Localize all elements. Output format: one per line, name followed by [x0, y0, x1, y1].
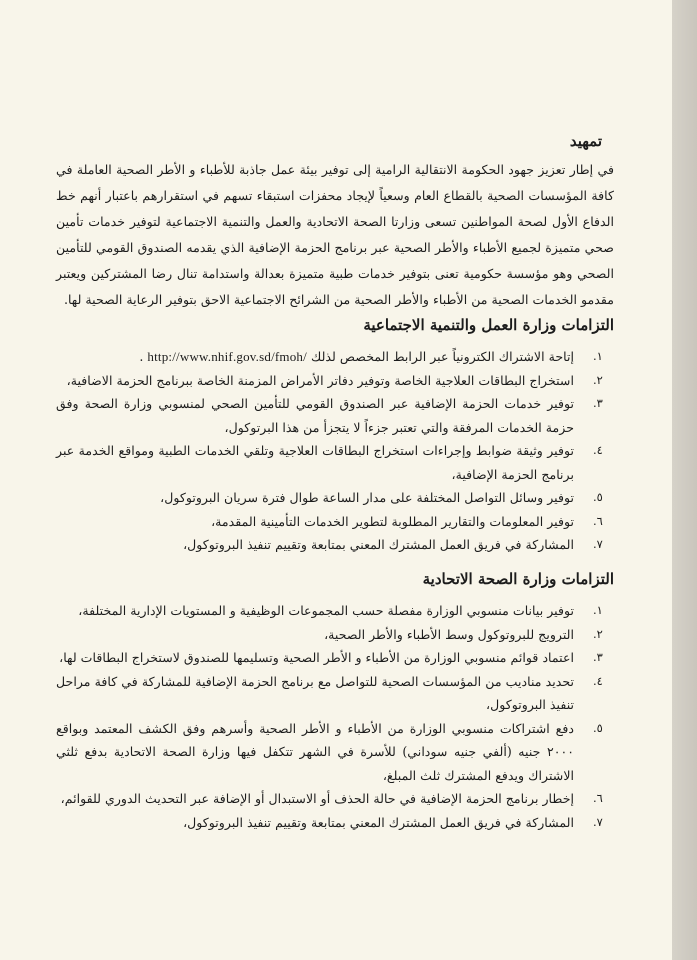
list-item — [56, 533, 614, 557]
item-text: توفير بيانات منسوبي الوزارة مفصلة حسب المجموعات الوظيفية و المستويات الإدارية المختلفة، — [78, 603, 574, 618]
subscription-link[interactable]: http://www.nhif.gov.sd/fmoh/ — [147, 349, 307, 364]
item-text: إخطار برنامج الحزمة الإضافية في حالة الحذف أو الاستبدال أو الإضافة عبر التحديث الدوري للقوائم، — [60, 791, 574, 806]
item-number: ٧. — [593, 537, 603, 551]
item-number: ٤. — [593, 443, 603, 457]
item-number: ٣. — [593, 650, 603, 664]
labor-ministry-obligations — [56, 345, 614, 557]
item-text: تحديد مناديب من المؤسسات الصحية للتواصل مع برنامج الحزمة الإضافية للمشاركة في كافة مراحل تنفيذ البروتوكول، — [56, 673, 574, 712]
item-text: المشاركة في فريق العمل المشترك المعني بمتابعة وتقييم تنفيذ البروتوكول، — [183, 537, 574, 552]
list-item — [56, 345, 614, 369]
item-number: ٤. — [593, 673, 603, 688]
list-item — [56, 439, 614, 486]
item-text: إتاحة الاشتراك الكترونياً عبر الرابط المخصص لذلك — [310, 349, 574, 364]
item-number: ٦. — [593, 791, 603, 805]
list-item — [56, 787, 614, 811]
item-text: توفير خدمات الحزمة الإضافية عبر الصندوق القومي للتأمين الصحي لمنسوبي وزارة الصحة وفق حزمة الخدمات المرفقة والتي تعتبر جزءاً لا يتجزأ من هذا البرتوكول، — [56, 396, 574, 435]
list-item — [56, 599, 614, 623]
item-number: ٧. — [593, 814, 603, 829]
item-number: ٥. — [593, 720, 603, 735]
item-number: ٣. — [593, 396, 603, 410]
item-text: استخراج البطاقات العلاجية الخاصة وتوفير دفاتر الأمراض المزمنة الخاصة ببرنامج الحزمة الاضافية، — [66, 372, 574, 388]
item-text: المشاركة في فريق العمل المشترك المعني بمتابعة وتقييم تنفيذ البروتوكول، — [183, 814, 574, 830]
list-item — [56, 369, 614, 393]
page-edge — [672, 0, 697, 960]
item-number: ٥. — [593, 490, 603, 504]
item-text: دفع اشتراكات منسوبي الوزارة من الأطباء و الأطر الصحية وأسرهم وفق الكشف المعتمد وبواقع ٢٠٠٠ جنيه (ألفي جنيه سوداني) للأسرة في الشهر تتكفل فيها وزارة الصحة الاتحادية بدفع ثلثي الاشتراك ويدفع المشترك ثلث المبلغ، — [56, 720, 574, 783]
list-item — [56, 717, 614, 788]
item-text: اعتماد قوائم منسوبي الوزارة من الأطباء و الأطر الصحية وتسليمها للصندوق لاستخراج البطاقات لها، — [59, 650, 574, 665]
item-tail: . — [139, 349, 144, 364]
item-number: ٢. — [593, 372, 603, 387]
section-heading-labor-ministry: التزامات وزارة العمل والتنمية الاجتماعية — [363, 316, 614, 334]
list-item — [56, 623, 614, 647]
list-item — [56, 811, 614, 835]
list-item — [56, 392, 614, 439]
list-item — [56, 646, 614, 670]
item-number: ٦. — [593, 513, 603, 528]
section-heading-health-ministry: التزامات وزارة الصحة الاتحادية — [422, 570, 614, 588]
item-text: الترويج للبروتوكول وسط الأطباء والأطر الصحية، — [324, 626, 574, 642]
item-text: توفير وسائل التواصل المختلفة على مدار الساعة طوال فترة سريان البروتوكول، — [160, 490, 574, 505]
item-text: توفير المعلومات والتقارير المطلوبة لتطوير الخدمات التأمينية المقدمة، — [211, 513, 574, 529]
intro-paragraph: في إطار تعزيز جهود الحكومة الانتقالية الرامية إلى توفير بيئة عمل جاذبة للأطباء و الأطر الصحية العاملة في كافة المؤسسات الصحية بالقطاع العام وسعياً لإيجاد محفزات استبقاء تسهم في استقرارهم باعتبار أنهم خط الدفاع الأول لصحة المواطنين تسعى وزارتا الصحة الاتحادية والعمل والتنمية الاجتماعية لتوفير خدمات تأمين صحي متميزة لجميع الأطباء والأطر الصحية عبر برنامج الحزمة الإضافية الذي يقدمه الصندوق القومي للتأمين الصحي وهو مؤسسة حكومية تعنى بتوفير خدمات طبية متميزة بعدالة واستدامة تنال رضا المشتركين ويعتبر مقدمو الخدمات الصحية من الأطباء والأطر الصحية من الشرائح الاجتماعية الاحق بتوفير الرعاية الصحية لها. — [56, 162, 614, 307]
item-number: ١. — [593, 603, 603, 617]
item-number: ٢. — [593, 626, 603, 641]
item-number: ١. — [593, 349, 603, 363]
intro-title: تمهيد — [569, 132, 602, 150]
list-item — [56, 670, 614, 717]
list-item — [56, 510, 614, 534]
item-text: توفير وثيقة ضوابط وإجراءات استخراج البطاقات العلاجية وتلقي الخدمات الطبية ومواقع الخدمة عبر برنامج الحزمة الإضافية، — [56, 443, 574, 482]
health-ministry-obligations — [56, 599, 614, 834]
list-item — [56, 486, 614, 510]
